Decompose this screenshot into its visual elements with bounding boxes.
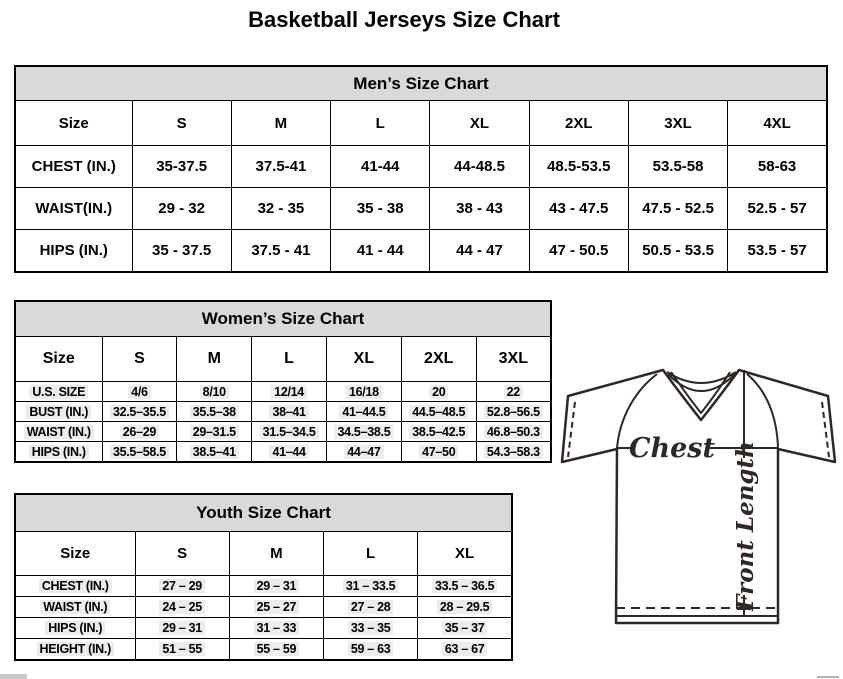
- size-value-cell: 53.5 - 57: [728, 230, 827, 273]
- column-header-size: Size: [15, 337, 102, 382]
- cell-value: 35 – 37: [442, 621, 488, 635]
- column-header-xl: XL: [326, 337, 401, 382]
- size-value-cell: [102, 422, 177, 442]
- size-value-cell: 32 - 35: [231, 188, 330, 230]
- size-value-cell: [177, 402, 252, 422]
- size-value-cell: 35 - 37.5: [132, 230, 231, 273]
- size-value-cell: [401, 442, 476, 463]
- womens-size-chart-table: [14, 300, 552, 463]
- column-header-m: M: [177, 337, 252, 382]
- table-row: [15, 442, 551, 463]
- youth-size-chart-table: [14, 493, 513, 661]
- column-header-l: L: [331, 101, 430, 146]
- row-label: WAIST(IN.): [15, 188, 132, 230]
- scrollbar-fragment-bottom-right: [817, 676, 839, 678]
- cell-value: 55 – 59: [254, 642, 300, 656]
- column-header-3xl: 3XL: [476, 337, 551, 382]
- size-value-cell: [418, 597, 512, 618]
- table-header-row: [15, 532, 512, 576]
- column-header-s: S: [135, 532, 229, 576]
- cell-value: 63 – 67: [442, 642, 488, 656]
- cell-value: 47–50: [419, 445, 458, 459]
- size-value-cell: [135, 639, 229, 661]
- size-value-cell: [229, 597, 323, 618]
- column-header-4xl: 4XL: [728, 101, 827, 146]
- cell-value: 29 – 31: [254, 579, 300, 593]
- table-row: [15, 618, 512, 639]
- cell-value: 54.3–58.3: [484, 445, 543, 459]
- jersey-measurement-diagram: [558, 358, 840, 630]
- column-header-xl: XL: [418, 532, 512, 576]
- size-value-cell: [476, 402, 551, 422]
- cell-value: BUST (IN.): [26, 405, 91, 419]
- cell-value: 33 – 35: [348, 621, 394, 635]
- column-header-s: S: [132, 101, 231, 146]
- cell-value: 24 – 25: [159, 600, 205, 614]
- cell-value: 32.5–35.5: [110, 405, 169, 419]
- cell-value: 16/18: [346, 385, 382, 399]
- size-value-cell: [102, 382, 177, 402]
- cell-value: HIPS (IN.): [45, 621, 105, 635]
- size-value-cell: [401, 382, 476, 402]
- size-value-cell: [326, 442, 401, 463]
- cell-value: 51 – 55: [159, 642, 205, 656]
- cell-value: U.S. SIZE: [29, 385, 88, 399]
- size-value-cell: [324, 639, 418, 661]
- size-value-cell: 44-48.5: [430, 146, 529, 188]
- cell-value: 31 – 33.5: [343, 579, 398, 593]
- size-value-cell: 50.5 - 53.5: [628, 230, 727, 273]
- column-header-xl: XL: [430, 101, 529, 146]
- size-value-cell: 58-63: [728, 146, 827, 188]
- size-value-cell: [324, 576, 418, 597]
- size-value-cell: [252, 442, 327, 463]
- cell-value: 44–47: [344, 445, 383, 459]
- size-value-cell: [326, 382, 401, 402]
- table-row: [15, 146, 827, 188]
- size-value-cell: 41 - 44: [331, 230, 430, 273]
- men-chart-title: Men’s Size Chart: [15, 66, 827, 101]
- table-row: [15, 422, 551, 442]
- size-value-cell: [229, 618, 323, 639]
- cell-value: 28 – 29.5: [437, 600, 492, 614]
- cell-value: 38.5–42.5: [409, 425, 468, 439]
- jersey-diagram-svg: [558, 358, 840, 630]
- youth-chart-title: Youth Size Chart: [15, 494, 512, 532]
- row-label: [15, 639, 135, 661]
- size-value-cell: 37.5 - 41: [231, 230, 330, 273]
- cell-value: 41–44.5: [339, 405, 388, 419]
- cell-value: 33.5 – 36.5: [432, 579, 497, 593]
- column-header-size: Size: [15, 101, 132, 146]
- cell-value: 27 – 29: [159, 579, 205, 593]
- column-header-2xl: 2XL: [401, 337, 476, 382]
- row-label: [15, 402, 102, 422]
- cell-value: 22: [504, 385, 523, 399]
- size-value-cell: [418, 576, 512, 597]
- column-header-2xl: 2XL: [529, 101, 628, 146]
- table-row: [15, 639, 512, 661]
- column-header-l: L: [324, 532, 418, 576]
- cell-value: 52.8–56.5: [484, 405, 543, 419]
- size-value-cell: [476, 382, 551, 402]
- cell-value: CHEST (IN.): [39, 579, 112, 593]
- row-label: CHEST (IN.): [15, 146, 132, 188]
- size-value-cell: 41-44: [331, 146, 430, 188]
- row-label: [15, 576, 135, 597]
- size-value-cell: [252, 402, 327, 422]
- cell-value: WAIST (IN.): [24, 425, 94, 439]
- cell-value: HEIGHT (IN.): [37, 642, 114, 656]
- column-header-3xl: 3XL: [628, 101, 727, 146]
- size-value-cell: [252, 422, 327, 442]
- cell-value: 46.8–50.3: [484, 425, 543, 439]
- size-value-cell: 35-37.5: [132, 146, 231, 188]
- table-row: [15, 230, 827, 273]
- row-label: [15, 618, 135, 639]
- cell-value: 59 – 63: [348, 642, 394, 656]
- size-value-cell: [252, 382, 327, 402]
- size-value-cell: 38 - 43: [430, 188, 529, 230]
- size-value-cell: 37.5-41: [231, 146, 330, 188]
- women-chart-title: Women’s Size Chart: [15, 301, 551, 337]
- cell-value: 38–41: [269, 405, 308, 419]
- row-label: [15, 422, 102, 442]
- size-value-cell: [177, 442, 252, 463]
- table-row: [15, 382, 551, 402]
- size-value-cell: [324, 597, 418, 618]
- size-value-cell: [102, 402, 177, 422]
- size-value-cell: [177, 382, 252, 402]
- row-label: [15, 382, 102, 402]
- cell-value: 25 – 27: [254, 600, 300, 614]
- column-header-s: S: [102, 337, 177, 382]
- column-header-size: Size: [15, 532, 135, 576]
- size-value-cell: [326, 422, 401, 442]
- scrollbar-fragment-bottom-left: [0, 674, 27, 679]
- size-value-cell: [324, 618, 418, 639]
- size-value-cell: [476, 422, 551, 442]
- cell-value: HIPS (IN.): [29, 445, 89, 459]
- cell-value: 38.5–41: [190, 445, 239, 459]
- size-value-cell: [229, 639, 323, 661]
- size-value-cell: [418, 618, 512, 639]
- size-value-cell: 47.5 - 52.5: [628, 188, 727, 230]
- cell-value: 8/10: [200, 385, 229, 399]
- size-value-cell: 48.5-53.5: [529, 146, 628, 188]
- size-value-cell: 29 - 32: [132, 188, 231, 230]
- front-length-label: Front Length: [732, 441, 759, 611]
- size-value-cell: 35 - 38: [331, 188, 430, 230]
- table-row: [15, 576, 512, 597]
- column-header-l: L: [252, 337, 327, 382]
- table-row: [15, 402, 551, 422]
- row-label: [15, 597, 135, 618]
- jersey-outline: [562, 370, 835, 623]
- page-title: Basketball Jerseys Size Chart: [248, 7, 560, 32]
- cell-value: 20: [429, 385, 448, 399]
- size-value-cell: [401, 422, 476, 442]
- cell-value: 31 – 33: [254, 621, 300, 635]
- cell-value: 29–31.5: [190, 425, 239, 439]
- size-value-cell: [229, 576, 323, 597]
- table-row: [15, 188, 827, 230]
- size-value-cell: 52.5 - 57: [728, 188, 827, 230]
- size-value-cell: [401, 402, 476, 422]
- cell-value: 31.5–34.5: [260, 425, 319, 439]
- cell-value: 29 – 31: [159, 621, 205, 635]
- size-value-cell: [135, 618, 229, 639]
- size-value-cell: [135, 576, 229, 597]
- row-label: HIPS (IN.): [15, 230, 132, 273]
- cell-value: 35.5–58.5: [110, 445, 169, 459]
- cell-value: 34.5–38.5: [334, 425, 393, 439]
- cell-value: WAIST (IN.): [40, 600, 110, 614]
- cell-value: 35.5–38: [190, 405, 239, 419]
- size-value-cell: 47 - 50.5: [529, 230, 628, 273]
- column-header-m: M: [231, 101, 330, 146]
- column-header-m: M: [229, 532, 323, 576]
- size-value-cell: 53.5-58: [628, 146, 727, 188]
- cell-value: 44.5–48.5: [409, 405, 468, 419]
- cell-value: 12/14: [271, 385, 307, 399]
- size-value-cell: [177, 422, 252, 442]
- table-header-row: [15, 337, 551, 382]
- cell-value: 27 – 28: [348, 600, 394, 614]
- chest-label: Chest: [629, 433, 715, 464]
- table-row: [15, 597, 512, 618]
- size-value-cell: [102, 442, 177, 463]
- size-value-cell: [135, 597, 229, 618]
- row-label: [15, 442, 102, 463]
- cell-value: 41–44: [269, 445, 308, 459]
- size-value-cell: [418, 639, 512, 661]
- size-value-cell: [326, 402, 401, 422]
- cell-value: 26–29: [120, 425, 159, 439]
- size-value-cell: [476, 442, 551, 463]
- table-header-row: [15, 101, 827, 146]
- mens-size-chart-table: [14, 65, 828, 273]
- size-value-cell: 43 - 47.5: [529, 188, 628, 230]
- size-value-cell: 44 - 47: [430, 230, 529, 273]
- cell-value: 4/6: [128, 385, 150, 399]
